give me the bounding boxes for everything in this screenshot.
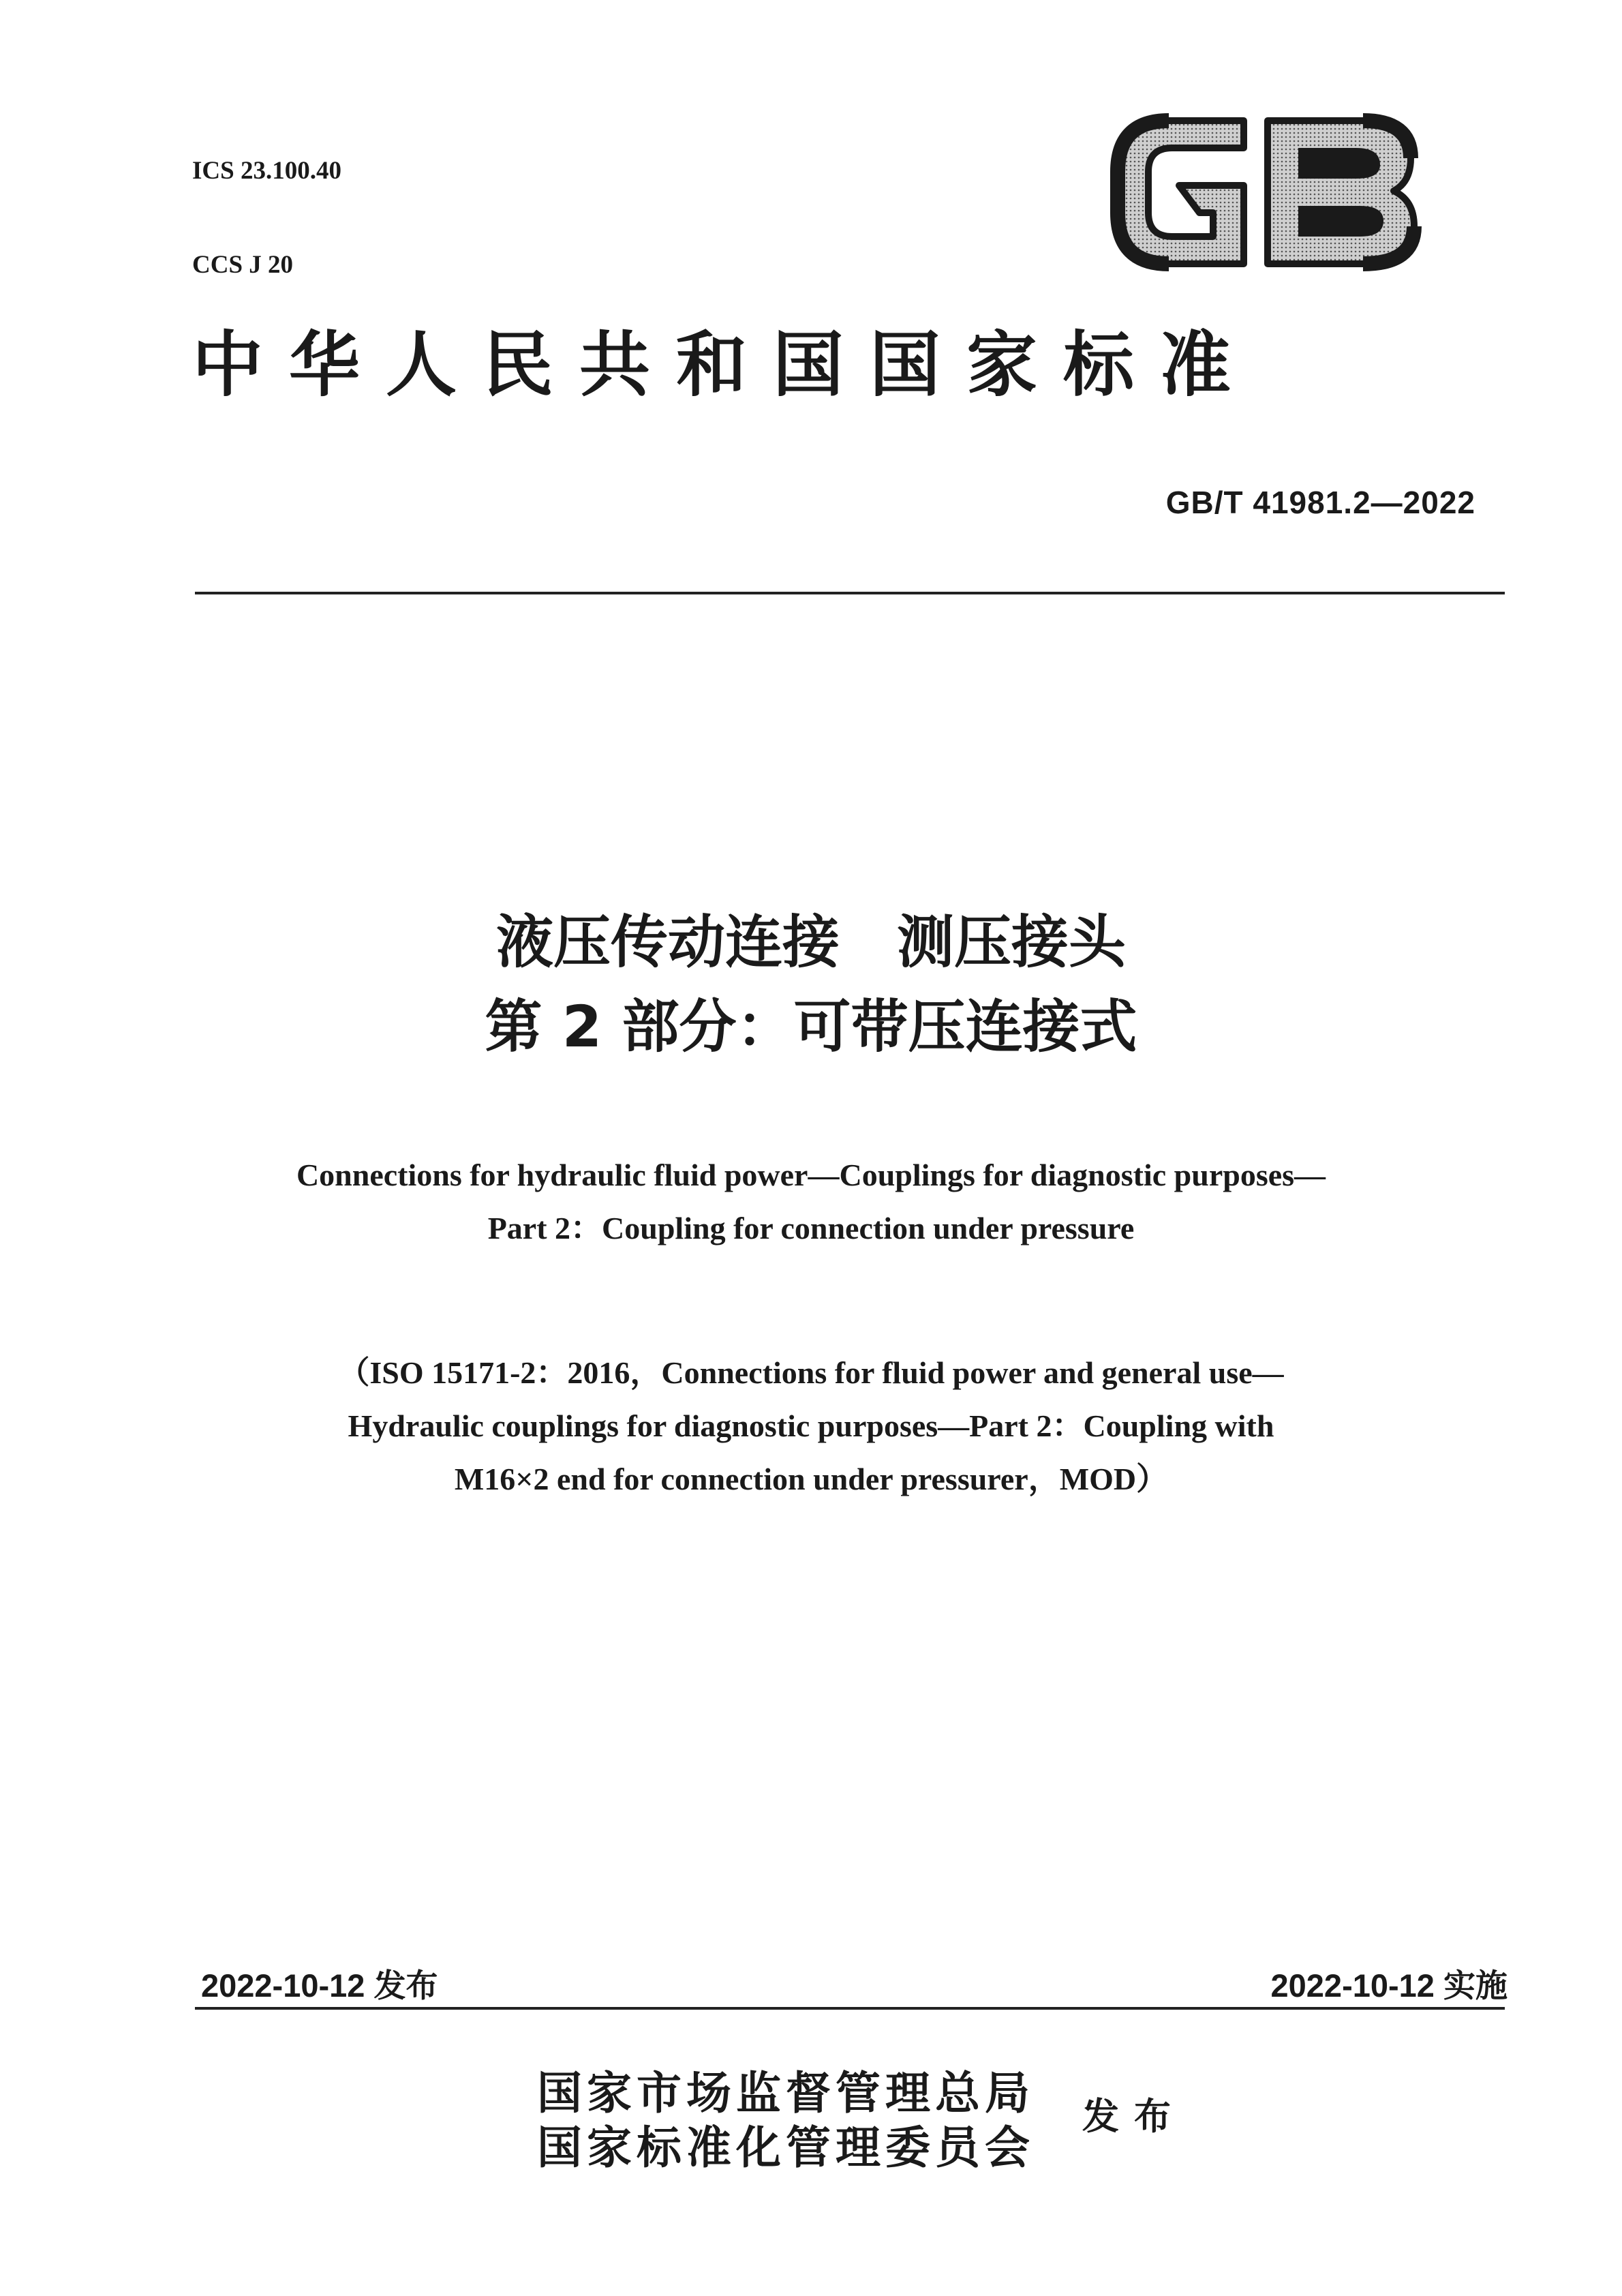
ics-code: ICS 23.100.40 xyxy=(192,157,341,185)
english-title xyxy=(0,1149,1622,1255)
issue-date: 2022-10-12 发布 xyxy=(201,1967,438,2004)
issuer-samr: 国家市场监督管理总局 xyxy=(537,2066,1035,2119)
english-title-line-2: Part 2：Coupling for connection under pressure xyxy=(487,1211,1135,1245)
issuer-sac: 国家标准化管理委员会 xyxy=(537,2121,1035,2174)
logo-text: GB xyxy=(1104,100,1120,113)
implementation-date: 2022-10-12 实施 xyxy=(1270,1967,1508,2004)
standard-number: GB/T 41981.2—2022 xyxy=(1165,485,1475,520)
classification-codes xyxy=(192,93,341,312)
gb-logo xyxy=(1104,100,1424,274)
iso-reference xyxy=(0,1346,1622,1506)
top-divider xyxy=(195,592,1505,594)
chinese-title-line-1: 液压传动连接 测压接头 xyxy=(495,909,1126,976)
chinese-title xyxy=(0,900,1622,1069)
english-title-line-1: Connections for hydraulic fluid power—Couplings for diagnostic purposes— xyxy=(296,1158,1326,1192)
iso-reference-line-3: M16×2 end for connection under pressurer，MOD） xyxy=(454,1462,1168,1496)
issue-label: 发布 xyxy=(1082,2094,1186,2138)
iso-reference-line-2: Hydraulic couplings for diagnostic purposes—Part 2：Coupling with xyxy=(348,1408,1274,1443)
ccs-code: CCS J 20 xyxy=(192,251,294,279)
chinese-title-line-2: 第 2 部分：可带压连接式 xyxy=(485,993,1137,1060)
bottom-divider xyxy=(195,2007,1505,2010)
iso-reference-line-1: （ISO 15171-2：2016，Connections for fluid power and general use— xyxy=(338,1355,1284,1390)
national-standard-heading: 中华人民共和国国家标准 xyxy=(192,322,1257,406)
issuing-authorities xyxy=(537,2066,1035,2175)
